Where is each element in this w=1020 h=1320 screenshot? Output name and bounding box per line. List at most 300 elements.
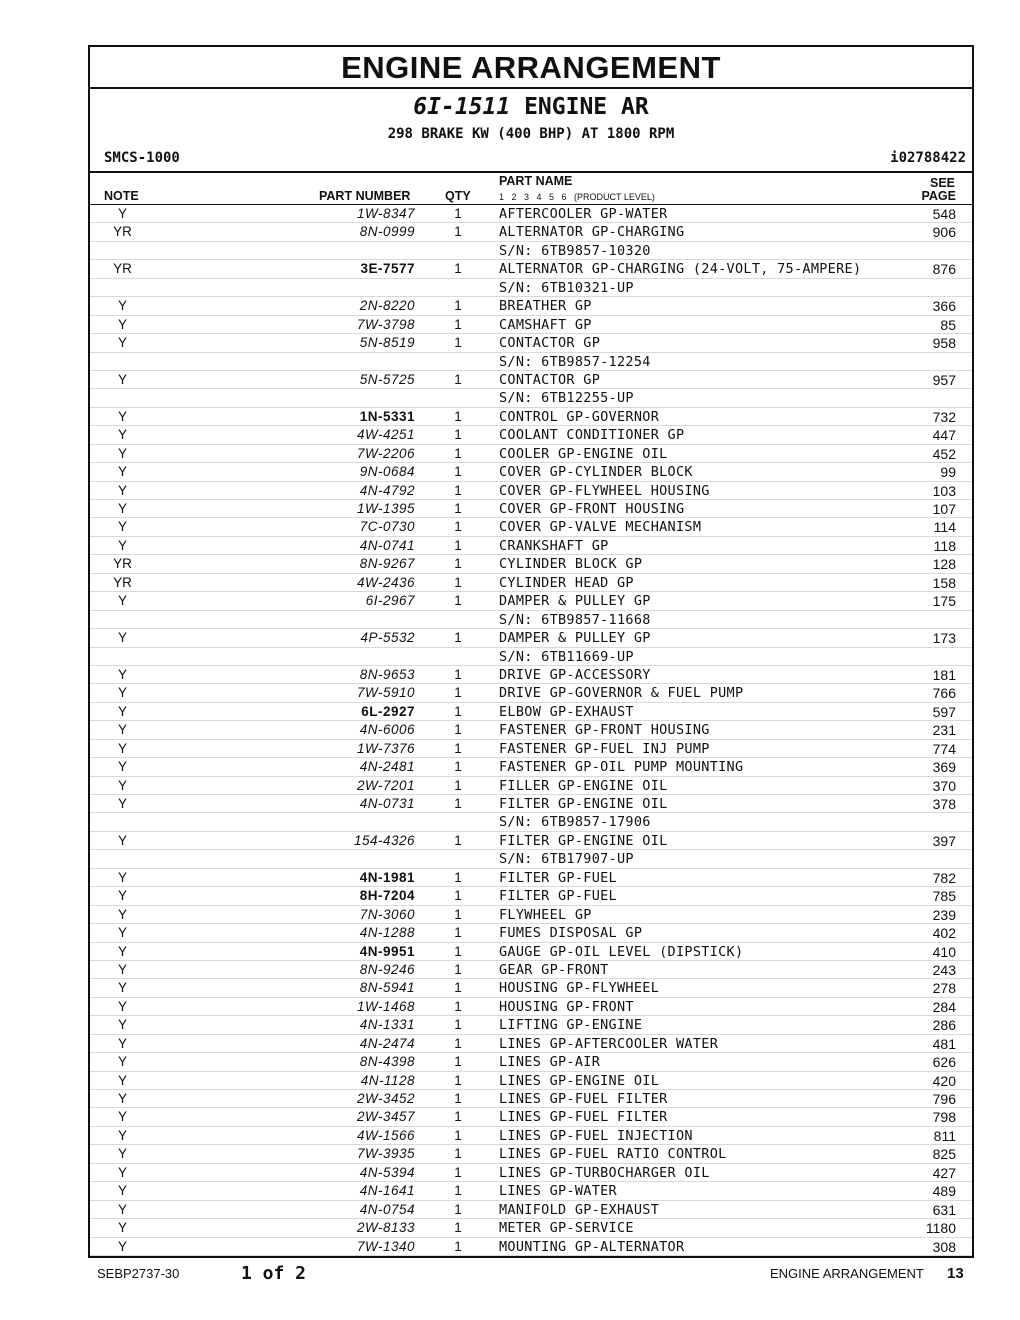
qty-cell: 1 [454,888,462,904]
see-page-cell: 239 [932,906,956,923]
qty-cell: 1 [454,630,462,646]
table-row [90,869,972,887]
part-name-cell: CRANKSHAFT GP [499,537,609,554]
note-cell: Y [117,906,127,922]
qty-cell: 1 [454,445,462,461]
table-row [90,1108,972,1126]
note-cell: Y [117,537,127,553]
table-row [90,906,972,924]
engine-part-number: 6I-1511 [413,94,511,120]
qty-cell: 1 [454,464,462,480]
note-cell: Y [117,759,127,775]
footer-page-of: 1 of 2 [241,1263,307,1284]
part-name-cell: LINES GP-FUEL INJECTION [499,1127,693,1144]
footer-section-title: ENGINE ARRANGEMENT [770,1266,924,1281]
part-name-cell: S/N: 6TB9857-17906 [499,814,651,831]
part-name-cell: MANIFOLD GP-EXHAUST [499,1201,660,1218]
qty-cell: 1 [454,1035,462,1051]
see-page-cell: 308 [932,1238,956,1255]
see-page-cell: 378 [932,796,956,812]
part-number-cell: 4N-4792 [359,482,415,498]
table-row [90,758,972,776]
note-cell: Y [117,1164,127,1180]
part-number-cell: 8N-9246 [359,961,415,977]
see-page-cell: 278 [932,980,956,997]
part-name-cell: LINES GP-TURBOCHARGER OIL [499,1164,710,1181]
part-name-cell: HOUSING GP-FLYWHEEL [499,980,660,997]
note-cell: Y [117,445,127,461]
part-name-cell: S/N: 6TB17907-UP [499,851,634,868]
engine-subtitle-text: ENGINE AR [510,94,649,120]
see-page-cell: 626 [932,1054,956,1071]
table-row [90,242,972,260]
part-name-cell: LINES GP-FUEL RATIO CONTROL [499,1146,727,1163]
table-row [90,1238,972,1256]
table-row [90,961,972,979]
part-name-header: PART NAME [499,174,573,188]
see-page-cell: 774 [932,740,956,757]
part-number-cell: 4P-5532 [360,630,415,646]
part-number-cell: 8N-0999 [359,224,415,240]
part-number-cell: 8N-4398 [359,1054,415,1070]
see-page-cell: 427 [932,1164,956,1181]
note-cell: Y [117,206,127,221]
part-number-cell: 1W-8347 [356,206,415,221]
part-name-cell: S/N: 6TB9857-12254 [499,353,651,370]
qty-cell: 1 [454,593,462,609]
note-cell: Y [117,980,127,996]
table-row [90,1201,972,1219]
qty-cell: 1 [454,1017,462,1033]
qty-cell: 1 [454,685,462,701]
qty-cell: 1 [454,1054,462,1070]
see-page-cell: 175 [932,593,956,610]
see-page-cell: 369 [932,759,956,776]
part-name-cell: FLYWHEEL GP [499,906,592,923]
see-page-cell: 447 [932,427,956,444]
qty-cell: 1 [454,925,462,941]
part-number-cell: 6I-2967 [365,593,415,609]
smcs-code: SMCS-1000 [104,150,180,166]
part-number-cell: 8H-7204 [359,888,415,904]
table-row [90,703,972,721]
part-name-cell: GAUGE GP-OIL LEVEL (DIPSTICK) [499,943,744,960]
part-number-cell: 4N-5394 [359,1164,415,1180]
see-page-cell: 85 [940,316,956,333]
part-name-cell: FILTER GP-ENGINE OIL [499,832,668,849]
qty-cell: 1 [454,666,462,682]
table-row [90,1016,972,1034]
note-cell: Y [117,666,127,682]
table-row [90,353,972,371]
table-row [90,408,972,426]
table-row [90,297,972,315]
note-cell: Y [117,869,127,885]
see-page-cell: 410 [932,943,956,960]
part-number-cell: 8N-9267 [359,556,415,572]
note-cell: Y [117,1220,127,1236]
part-name-cell: FILLER GP-ENGINE OIL [499,777,668,794]
qty-cell: 1 [454,1164,462,1180]
note-cell: Y [117,316,127,332]
table-row [90,316,972,334]
part-name-cell: METER GP-SERVICE [499,1220,634,1237]
engine-rating: 298 BRAKE KW (400 BHP) AT 1800 RPM [387,126,675,142]
table-row [90,445,972,463]
part-number-cell: 154-4326 [353,832,415,848]
see-page-cell: 798 [932,1109,956,1126]
part-name-cell: COVER GP-VALVE MECHANISM [499,519,702,536]
table-row [90,426,972,444]
header-divider [90,171,972,173]
table-row [90,574,972,592]
table-row [90,500,972,518]
part-number-cell: 7C-0730 [359,519,415,535]
table-row [90,537,972,555]
part-number-cell: 7W-3935 [356,1146,415,1162]
part-number-cell: 7N-3060 [359,906,415,922]
note-cell: Y [117,1109,127,1125]
note-cell: YR [113,574,132,590]
qty-cell: 1 [454,998,462,1014]
table-row [90,666,972,684]
qty-cell: 1 [454,335,462,351]
table-row [90,777,972,795]
qty-cell: 1 [454,1201,462,1217]
page-header: PAGE [921,189,956,203]
part-number-cell: 4N-2481 [359,759,415,775]
part-number-cell: 4N-1128 [360,1072,415,1088]
part-name-cell: CONTROL GP-GOVERNOR [499,408,660,425]
part-number-cell: 4N-6006 [359,722,415,738]
note-cell: Y [117,961,127,977]
part-name-cell: COOLANT CONDITIONER GP [499,427,685,444]
see-page-cell: 231 [932,722,956,739]
see-page-cell: 957 [932,371,956,388]
part-number-cell: 4W-2436 [356,574,415,590]
qty-cell: 1 [454,298,462,314]
part-name-cell: LINES GP-WATER [499,1183,617,1200]
qty-cell: 1 [454,1146,462,1162]
table-row [90,850,972,868]
note-cell: Y [117,1146,127,1162]
note-cell: Y [117,740,127,756]
table-row [90,629,972,647]
see-page-cell: 631 [932,1201,956,1218]
see-page-cell: 107 [932,501,956,517]
footer-page-number: 13 [947,1265,964,1282]
see-page-cell: 420 [932,1072,956,1089]
part-name-cell: DRIVE GP-GOVERNOR & FUEL PUMP [499,685,744,702]
part-number-cell: 5N-8519 [359,335,415,351]
see-page-cell: 158 [932,574,956,591]
note-cell: Y [117,998,127,1014]
part-number-cell: 4N-1981 [359,869,415,885]
part-number-cell: 3E-7577 [360,261,415,277]
note-cell: YR [113,556,132,572]
part-number-cell: 7W-3798 [356,316,415,332]
part-name-cell: GEAR GP-FRONT [499,961,609,978]
part-name-cell: FILTER GP-FUEL [499,888,617,905]
see-page-cell: 1180 [925,1220,956,1237]
part-number-cell: 4N-1288 [359,925,415,941]
part-number-cell: 1W-7376 [356,740,415,756]
see-page-cell: 597 [932,703,956,720]
part-name-cell: COOLER GP-ENGINE OIL [499,445,668,462]
table-row [90,813,972,831]
footer-doc-number: SEBP2737-30 [97,1266,180,1281]
qty-cell: 1 [454,1127,462,1143]
qty-cell: 1 [454,759,462,775]
note-header: NOTE [104,189,139,203]
table-row [90,1127,972,1145]
table-row [90,1164,972,1182]
note-cell: Y [117,630,127,646]
qty-cell: 1 [454,1183,462,1199]
qty-cell: 1 [454,980,462,996]
part-name-cell: LINES GP-FUEL FILTER [499,1091,668,1107]
see-page-cell: 173 [932,630,956,647]
table-row [90,887,972,905]
note-cell: Y [117,1072,127,1088]
part-name-cell: S/N: 6TB10321-UP [499,279,634,296]
part-name-cell: CAMSHAFT GP [499,316,592,333]
table-row [90,205,972,223]
note-cell: Y [117,501,127,516]
part-number-cell: 4W-4251 [356,427,415,443]
see-page-cell: 370 [932,777,956,794]
qty-cell: 1 [454,943,462,959]
part-name-cell: AFTERCOOLER GP-WATER [499,206,668,222]
table-row [90,684,972,702]
part-number-cell: 7W-5910 [356,685,415,701]
part-name-cell: S/N: 6TB12255-UP [499,390,634,407]
part-number-cell: 2W-3452 [356,1091,415,1106]
note-cell: Y [117,722,127,738]
note-cell: Y [117,1238,127,1254]
qty-cell: 1 [454,574,462,590]
note-cell: Y [117,408,127,424]
qty-cell: 1 [454,427,462,443]
note-cell: Y [117,464,127,480]
qty-cell: 1 [454,556,462,572]
qty-cell: 1 [454,740,462,756]
part-name-cell: S/N: 6TB9857-11668 [499,611,651,628]
see-page-cell: 243 [932,961,956,978]
qty-cell: 1 [454,777,462,793]
part-number-cell: 4N-0754 [359,1201,415,1217]
see-page-cell: 452 [932,445,956,462]
see-page-cell: 548 [932,206,956,222]
note-cell: Y [117,593,127,609]
part-name-cell: ELBOW GP-EXHAUST [499,703,634,720]
see-page-cell: 796 [932,1091,956,1107]
note-cell: YR [113,261,132,277]
qty-cell: 1 [454,501,462,516]
part-number-cell: 4N-1641 [359,1183,415,1199]
note-cell: Y [117,703,127,719]
part-number-cell: 6L-2927 [361,703,415,719]
note-cell: Y [117,943,127,959]
see-page-cell: 489 [932,1183,956,1200]
see-page-cell: 103 [932,482,956,499]
part-name-cell: COVER GP-FRONT HOUSING [499,501,685,517]
part-name-cell: COVER GP-CYLINDER BLOCK [499,464,693,481]
table-row [90,482,972,500]
part-number-cell: 9N-0684 [359,464,415,480]
see-page-cell: 782 [932,869,956,886]
part-name-cell: ALTERNATOR GP-CHARGING [499,224,685,241]
part-number-header: PART NUMBER [319,189,411,203]
part-name-cell: LIFTING GP-ENGINE [499,1017,643,1034]
part-number-cell: 7W-1340 [356,1238,415,1254]
qty-header: QTY [445,189,471,203]
part-number-cell: 4N-0741 [359,537,415,553]
document-id: i02788422 [890,150,966,166]
part-number-cell: 8N-5941 [359,980,415,996]
note-cell: Y [117,1054,127,1070]
part-name-cell: FASTENER GP-FUEL INJ PUMP [499,740,710,757]
note-cell: Y [117,1127,127,1143]
see-page-cell: 958 [932,335,956,352]
part-name-cell: BREATHER GP [499,298,592,315]
see-header: SEE [929,176,955,190]
see-page-cell: 128 [932,556,956,573]
part-number-cell: 4N-1331 [359,1017,415,1033]
note-cell: Y [117,1183,127,1199]
table-row [90,1219,972,1237]
part-number-cell: 2N-8220 [359,298,415,314]
part-number-cell: 1W-1395 [356,501,415,516]
table-row [90,924,972,942]
note-cell: Y [117,1201,127,1217]
part-name-cell: MOUNTING GP-ALTERNATOR [499,1238,685,1255]
note-cell: Y [117,1017,127,1033]
note-cell: Y [117,482,127,498]
qty-cell: 1 [454,261,462,277]
document-frame [88,45,974,1258]
qty-cell: 1 [454,1109,462,1125]
note-cell: Y [117,427,127,443]
part-name-cell: ALTERNATOR GP-CHARGING (24-VOLT, 75-AMPERE) [499,261,862,278]
qty-cell: 1 [454,408,462,424]
qty-cell: 1 [454,1220,462,1236]
table-row [90,795,972,813]
table-row [90,371,972,389]
part-number-cell: 4W-1566 [356,1127,415,1143]
see-page-cell: 118 [933,537,956,554]
see-page-cell: 366 [932,298,956,315]
part-name-cell: DAMPER & PULLEY GP [499,630,651,647]
part-name-cell: FASTENER GP-OIL PUMP MOUNTING [499,759,744,776]
part-name-cell: LINES GP-FUEL FILTER [499,1109,668,1126]
see-page-cell: 876 [932,261,956,278]
qty-cell: 1 [454,869,462,885]
see-page-cell: 114 [933,519,956,536]
page-title: ENGINE ARRANGEMENT [90,47,972,89]
see-page-cell: 825 [932,1146,956,1163]
qty-cell: 1 [454,1072,462,1088]
part-name-cell: FASTENER GP-FRONT HOUSING [499,722,710,739]
table-row [90,1035,972,1053]
part-number-cell: 2W-7201 [356,777,415,793]
see-page-cell: 402 [932,925,956,942]
note-cell: Y [117,888,127,904]
table-row [90,943,972,961]
part-name-cell: CYLINDER BLOCK GP [499,556,643,573]
note-cell: Y [117,925,127,941]
qty-cell: 1 [454,537,462,553]
see-page-cell: 284 [932,998,956,1015]
note-cell: Y [117,832,127,848]
table-row [90,1053,972,1071]
table-row [90,998,972,1016]
parts-table [90,205,972,1256]
part-name-cell: FILTER GP-ENGINE OIL [499,796,668,812]
part-name-cell: FILTER GP-FUEL [499,869,617,886]
part-number-cell: 4N-0731 [359,796,415,811]
part-name-cell: DAMPER & PULLEY GP [499,593,651,610]
part-number-cell: 1N-5331 [359,408,415,424]
part-name-cell: LINES GP-ENGINE OIL [499,1072,660,1089]
part-number-cell: 1W-1468 [356,998,415,1014]
part-name-cell: LINES GP-AIR [499,1054,601,1071]
qty-cell: 1 [454,519,462,535]
part-number-cell: 2W-3457 [356,1109,415,1125]
part-name-cell: S/N: 6TB9857-10320 [499,242,651,259]
qty-cell: 1 [454,371,462,387]
part-number-cell: 2W-8133 [356,1220,415,1236]
qty-cell: 1 [454,961,462,977]
part-name-cell: HOUSING GP-FRONT [499,998,634,1015]
part-name-cell: CYLINDER HEAD GP [499,574,634,591]
see-page-cell: 286 [932,1017,956,1034]
see-page-cell: 785 [932,888,956,905]
note-cell: Y [117,796,127,811]
part-name-cell: CONTACTOR GP [499,335,601,352]
qty-cell: 1 [454,224,462,240]
see-page-cell: 906 [932,224,956,241]
table-row [90,260,972,278]
table-row [90,463,972,481]
table-row [90,740,972,758]
note-cell: Y [117,777,127,793]
table-row [90,518,972,536]
note-cell: Y [117,519,127,535]
note-cell: Y [117,335,127,351]
table-row [90,592,972,610]
qty-cell: 1 [454,906,462,922]
qty-cell: 1 [454,703,462,719]
table-row [90,611,972,629]
note-cell: Y [117,1035,127,1051]
part-number-cell: 4N-9951 [359,943,415,959]
qty-cell: 1 [454,1091,462,1106]
table-row [90,1090,972,1108]
qty-cell: 1 [454,316,462,332]
part-name-cell: FUMES DISPOSAL GP [499,925,643,942]
see-page-cell: 481 [932,1035,956,1052]
part-name-cell: LINES GP-AFTERCOOLER WATER [499,1035,719,1052]
table-row [90,721,972,739]
part-number-cell: 5N-5725 [359,371,415,387]
see-page-cell: 397 [932,832,956,849]
note-cell: Y [117,371,127,387]
note-cell: Y [117,298,127,314]
part-name-cell: CONTACTOR GP [499,371,601,388]
note-cell: YR [113,224,132,240]
table-row [90,1182,972,1200]
